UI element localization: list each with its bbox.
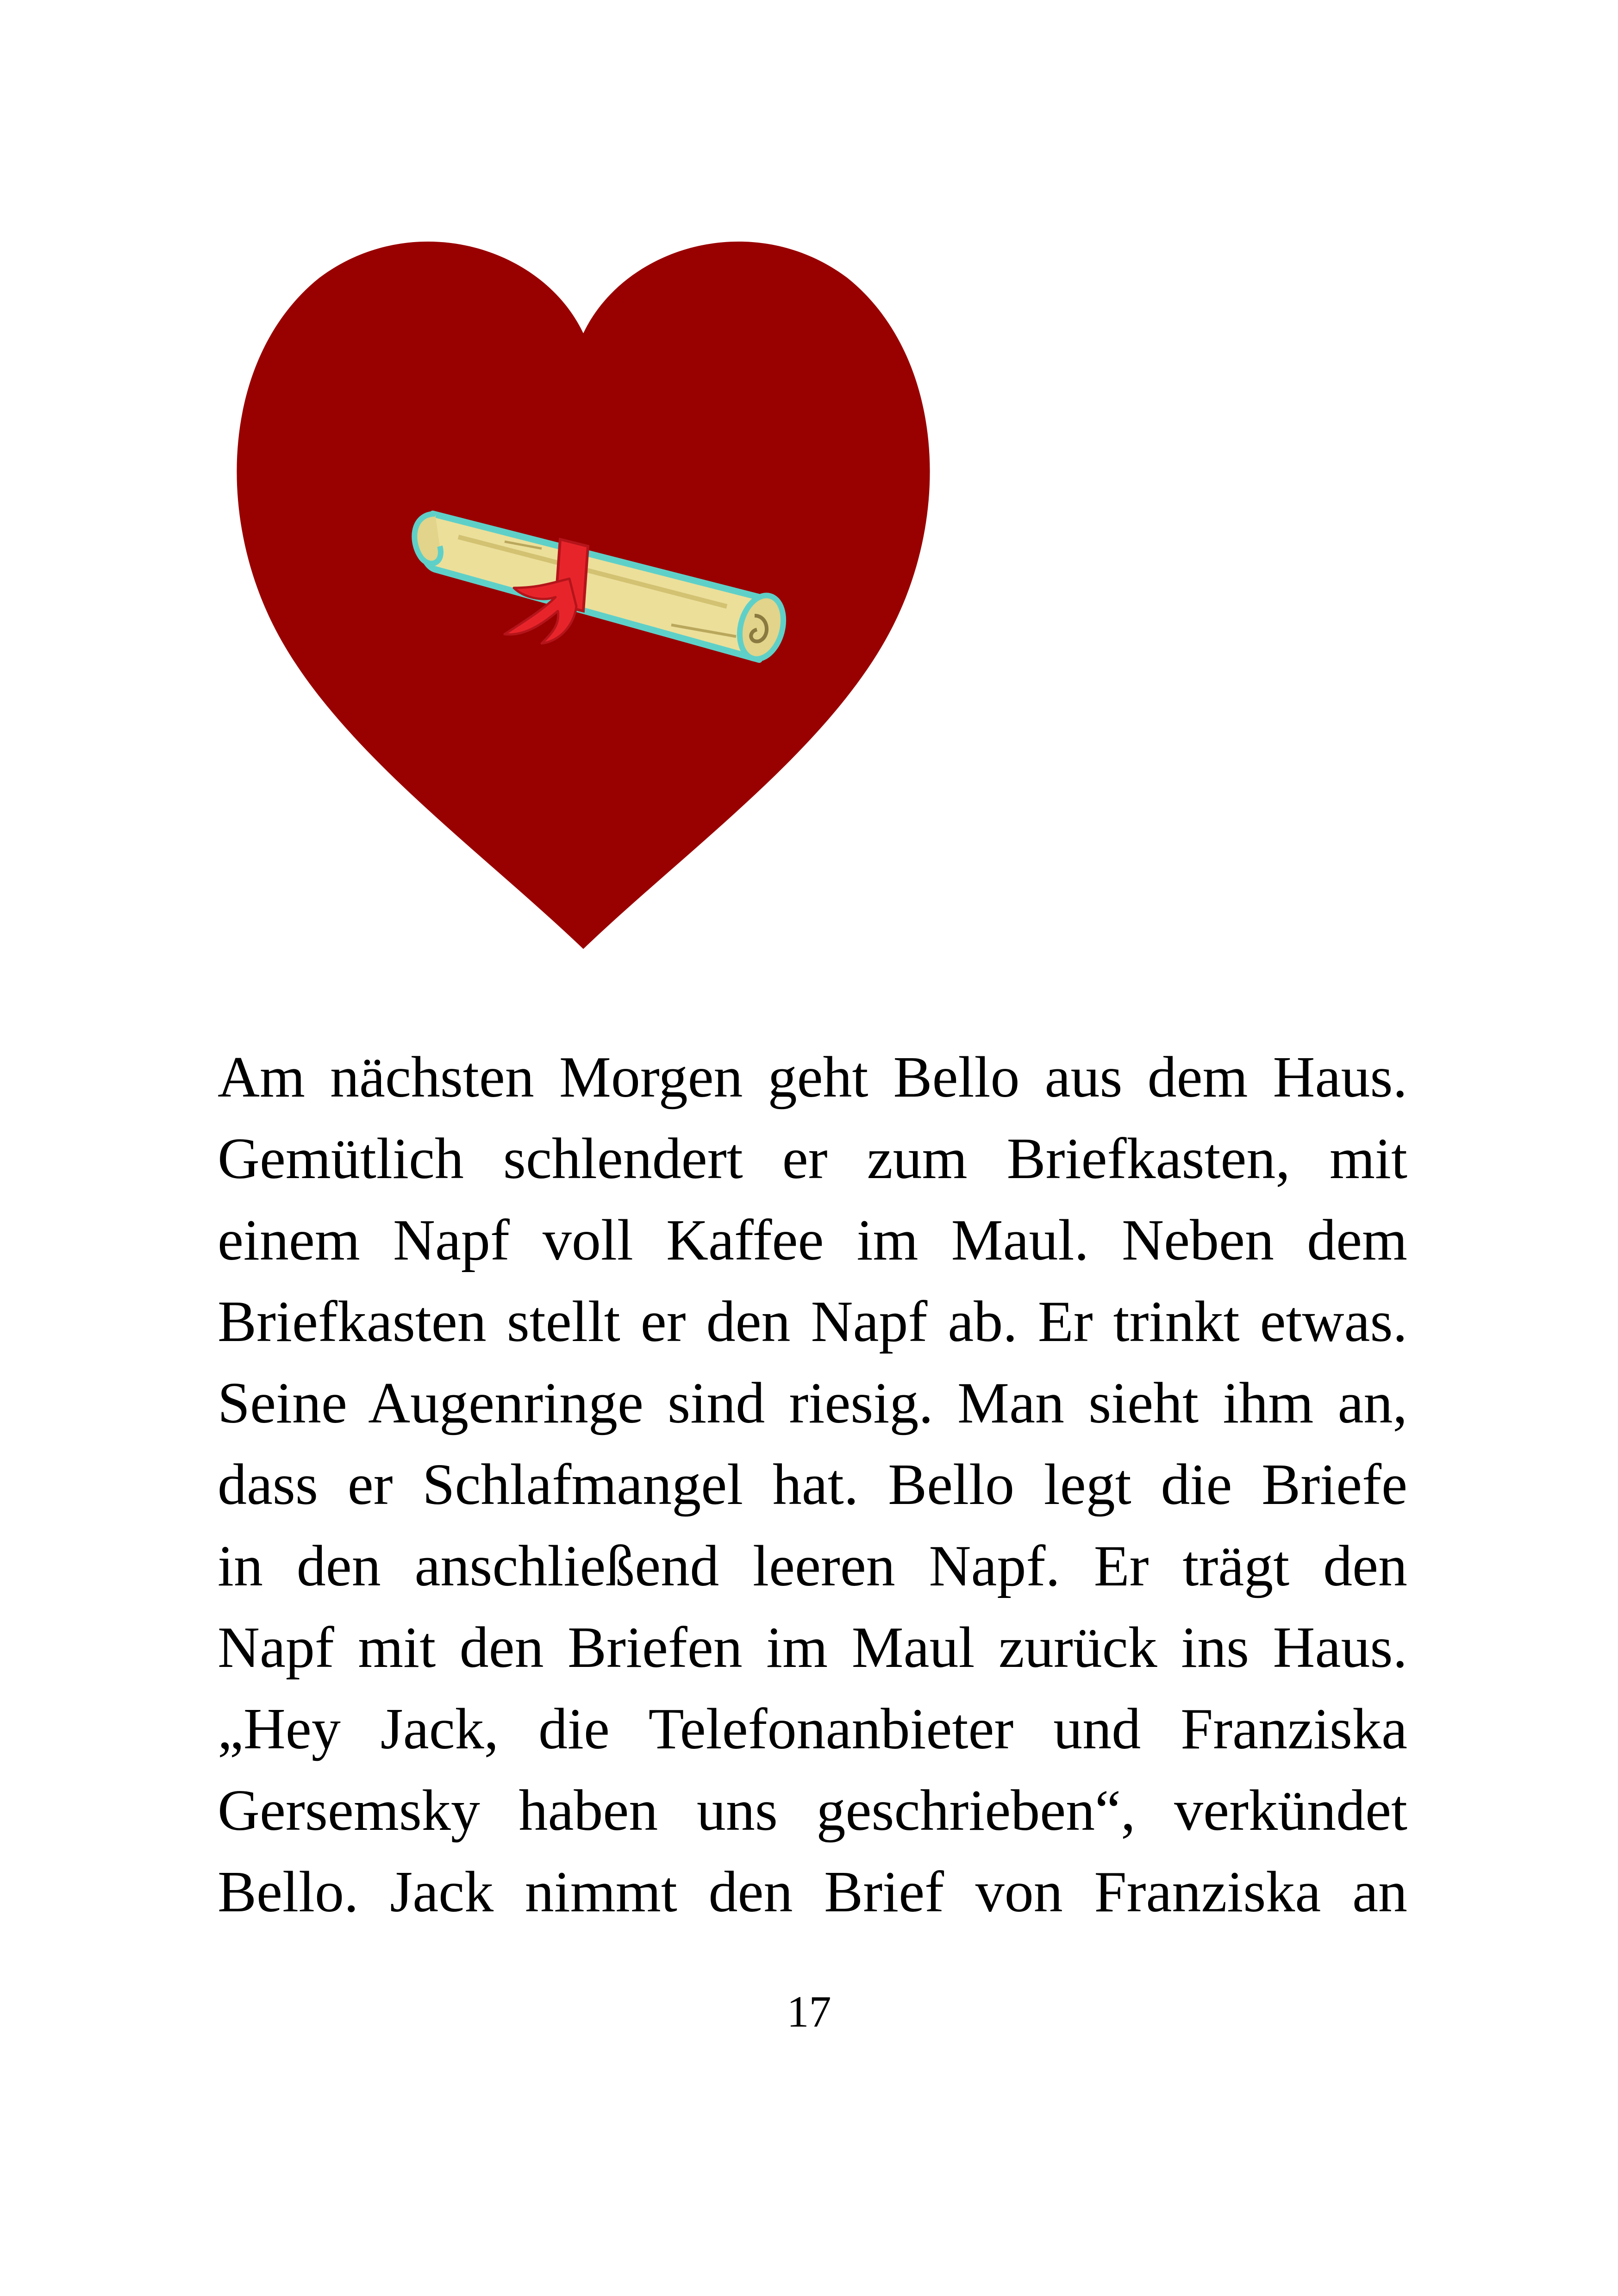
text-line: Am nächsten Morgen geht Bello aus dem Haus. (218, 1045, 1407, 1110)
text-line: „Hey Jack, die Telefonanbieter und Franziska (218, 1697, 1407, 1761)
text-line: Gemütlich schlendert er zum Briefkasten, mit (218, 1127, 1407, 1191)
heart-with-scroll-icon (218, 218, 949, 958)
story-text (218, 1037, 1407, 1933)
text-line: in den anschließend leeren Napf. Er trägt den (218, 1534, 1407, 1598)
page-number: 17 (787, 1987, 831, 2036)
text-line: Seine Augenringe sind riesig. Man sieht ihm an, (218, 1371, 1407, 1435)
text-line: Bello. Jack nimmt den Brief von Franziska an (218, 1860, 1407, 1924)
text-line: Briefkasten stellt er den Napf ab. Er trinkt etwas. (218, 1290, 1407, 1354)
text-line: Napf mit den Briefen im Maul zurück ins Haus. (218, 1616, 1407, 1680)
text-line: Gersemsky haben uns geschrieben“, verkündet (218, 1778, 1407, 1843)
text-line: dass er Schlafmangel hat. Bello legt die Briefe (218, 1453, 1407, 1517)
text-line: einem Napf voll Kaffee im Maul. Neben dem (218, 1208, 1407, 1273)
